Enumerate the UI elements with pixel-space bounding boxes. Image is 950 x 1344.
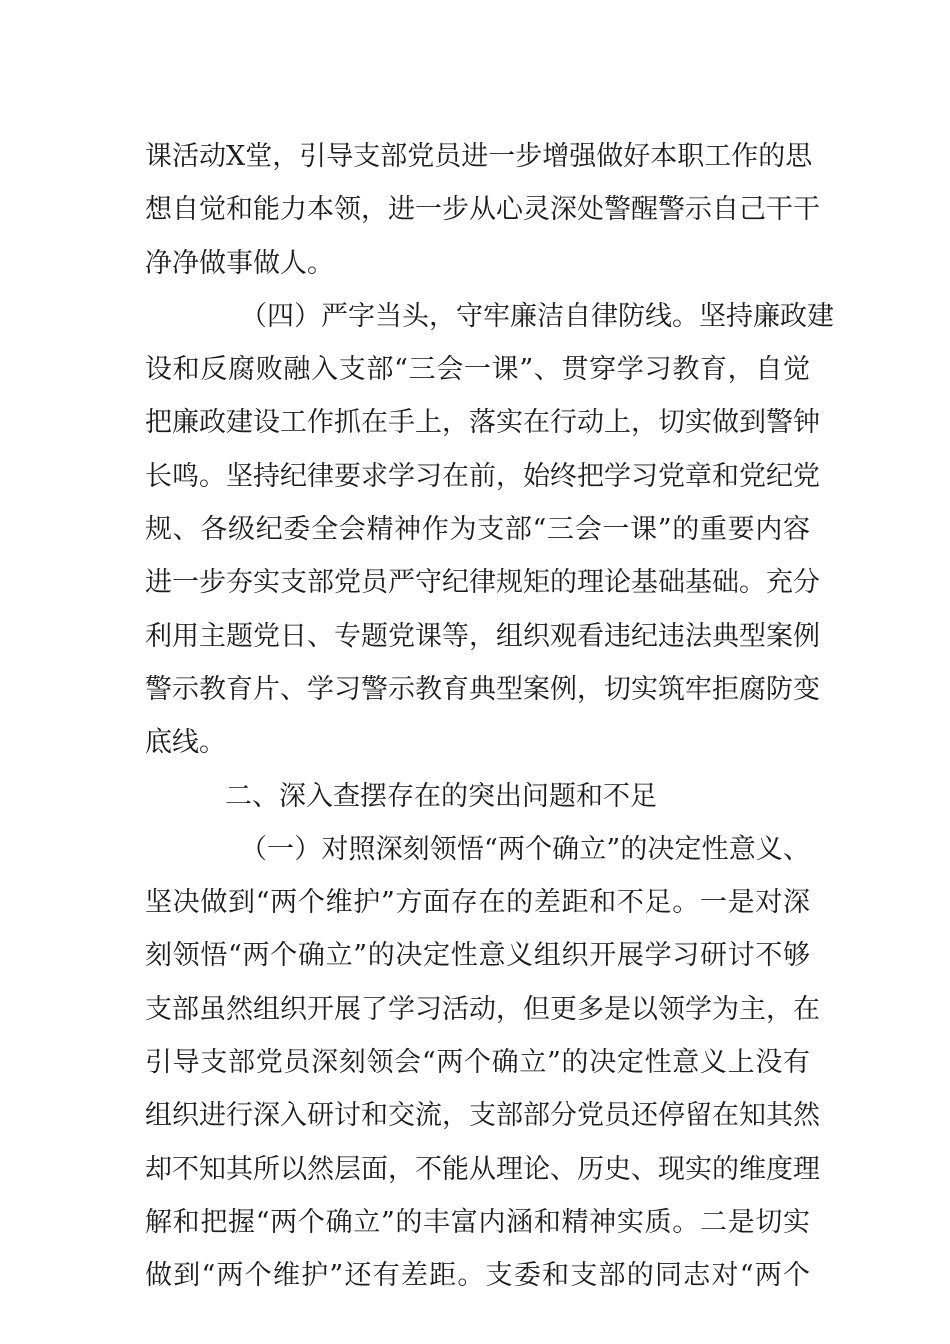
- text-line: 支部虽然组织开展了学习活动，但更多是以领学为主，在: [145, 993, 820, 1025]
- text-line: 设和反腐败融入支部“三会一课”、贯穿学习教育，自觉: [145, 354, 810, 386]
- section-heading-line: （四）严字当头，守牢廉洁自律防线。坚持廉政建: [240, 300, 834, 332]
- document-body: [145, 130, 834, 1303]
- text-line: 长鸣。坚持纪律要求学习在前，始终把学习党章和党纪党: [145, 460, 820, 492]
- text-line: 底线。: [145, 727, 226, 759]
- text-line: 组织进行深入研讨和交流，支部部分党员还停留在知其然: [145, 1100, 820, 1132]
- text-line: 进一步夯实支部党员严守纪律规矩的理论基础基础。充分: [145, 567, 820, 599]
- text-line: 警示教育片、学习警示教育典型案例，切实筑牢拒腐防变: [145, 673, 820, 705]
- text-line: 却不知其所以然层面，不能从理论、历史、现实的维度理: [145, 1153, 820, 1185]
- text-line: 把廉政建设工作抓在手上，落实在行动上，切实做到警钟: [145, 407, 820, 439]
- text-line: 规、各级纪委全会精神作为支部“三会一课”的重要内容: [145, 514, 810, 546]
- section-heading-line: （一）对照深刻领悟“两个确立”的决定性意义、: [240, 833, 810, 865]
- text-line: 想自觉和能力本领，进一步从心灵深处警醒警示自己干干: [145, 194, 820, 226]
- text-line: 利用主题党日、专题党课等，组织观看违纪违法典型案例: [145, 620, 820, 652]
- text-line: 引导支部党员深刻领会“两个确立”的决定性意义上没有: [145, 1047, 810, 1079]
- text-line: 课活动X堂，引导支部党员进一步增强做好本职工作的思: [145, 141, 813, 172]
- text-line: 坚决做到“两个维护”方面存在的差距和不足。一是对深: [145, 887, 810, 919]
- text-line: 做到“两个维护”还有差距。支委和支部的同志对“两个: [145, 1260, 810, 1292]
- text-line: 刻领悟“两个确立”的决定性意义组织开展学习研讨不够: [145, 940, 810, 972]
- text-line: 净净做事做人。: [145, 247, 334, 279]
- text-line: 解和把握“两个确立”的丰富内涵和精神实质。二是切实: [145, 1206, 810, 1238]
- chapter-heading: 二、深入查摆存在的突出问题和不足: [225, 780, 657, 812]
